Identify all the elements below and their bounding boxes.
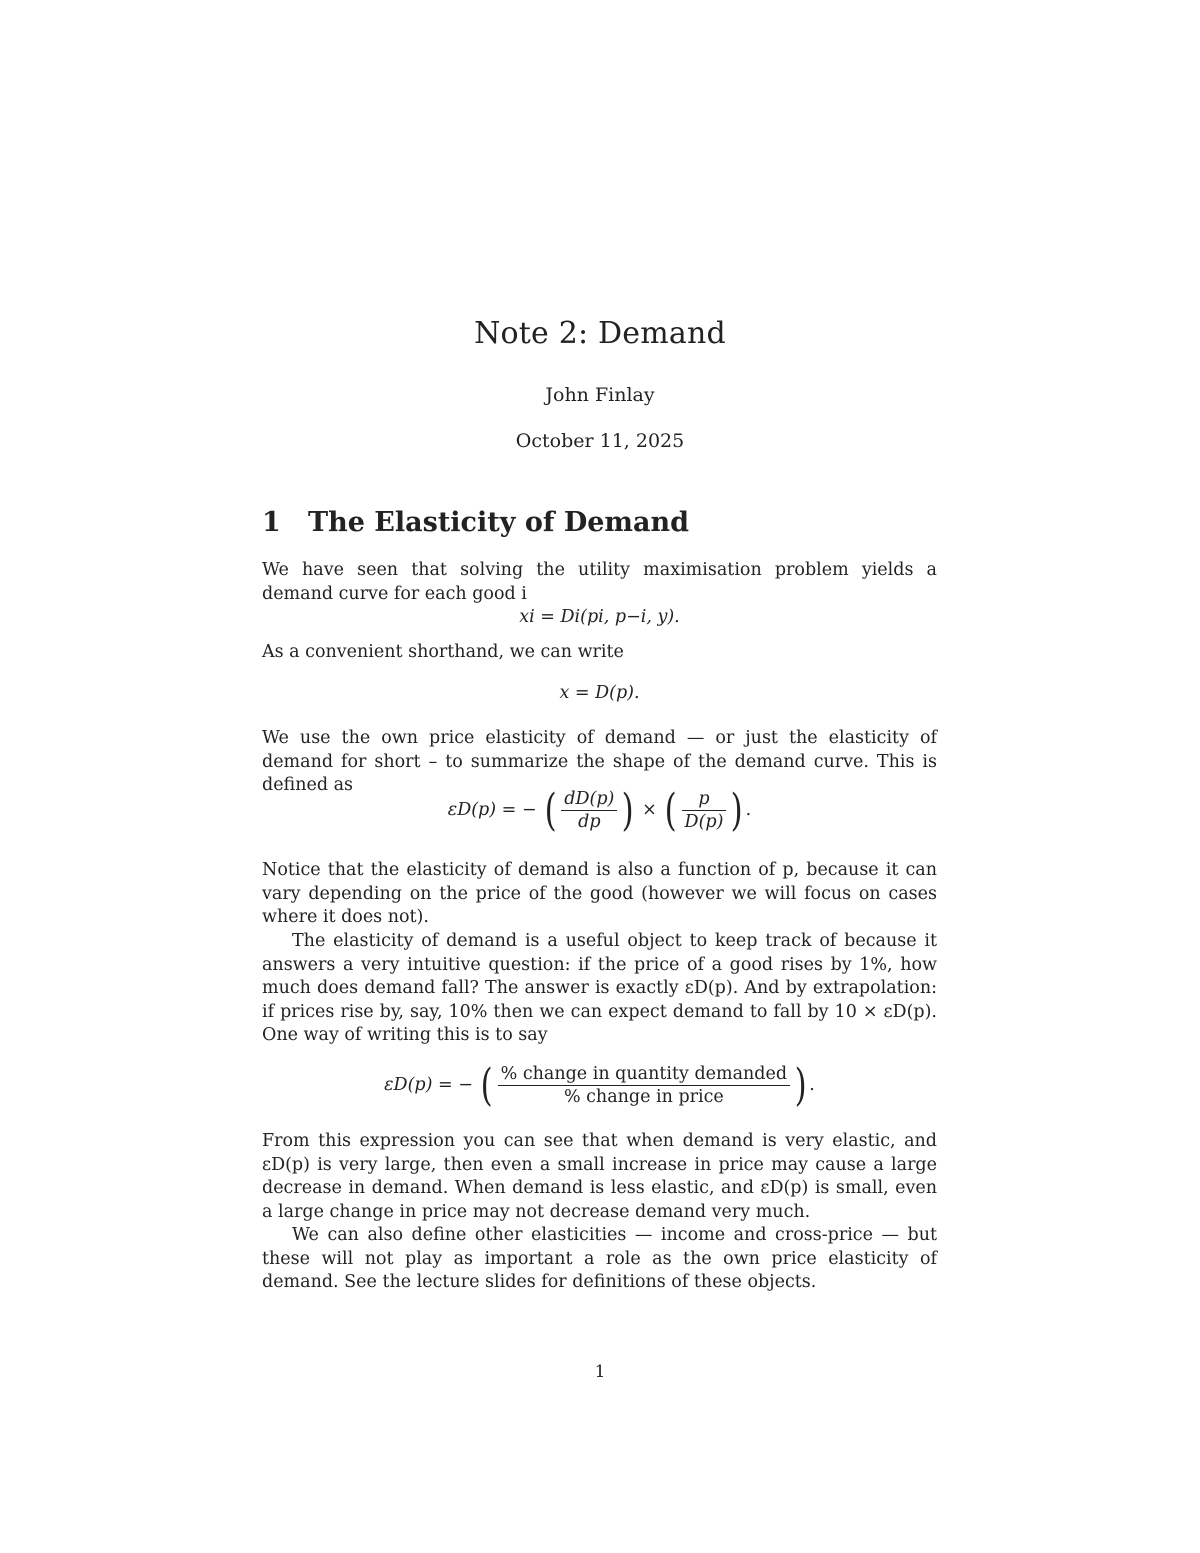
fraction-derivative bbox=[561, 788, 617, 833]
fraction-numerator: % change in quantity demanded bbox=[500, 1064, 788, 1084]
author: John Finlay bbox=[545, 384, 655, 406]
eq3-lhs: εD(p) = − bbox=[447, 800, 537, 820]
paragraph-2: As a convenient shorthand, we can write bbox=[262, 642, 624, 662]
section-title: The Elasticity of Demand bbox=[308, 507, 690, 538]
fraction-ratio bbox=[682, 788, 727, 833]
times-sign: × bbox=[642, 800, 657, 820]
paragraph-3: We use the own price elasticity of demand — or just the elasticity of demand for short – to summarize the shape of the demand curve. This is defined as bbox=[262, 728, 937, 795]
section-number: 1 bbox=[262, 507, 281, 538]
eq4-lhs: εD(p) = − bbox=[384, 1075, 473, 1095]
left-paren: ( bbox=[481, 1059, 494, 1111]
paragraph-7: We can also define other elasticities — income and cross-price — but these will not play as important a role as the own price elasticity of demand. See the lecture slides for definitions of these objects. bbox=[262, 1225, 937, 1292]
fraction-denominator: % change in price bbox=[563, 1087, 724, 1107]
right-paren: ) bbox=[731, 784, 744, 836]
fraction-denominator: D(p) bbox=[684, 812, 724, 832]
fraction-numerator: dD(p) bbox=[564, 789, 615, 809]
fraction-percent-change bbox=[498, 1063, 790, 1108]
equation-elasticity-definition: εD(p) = − ( $\frac{dD(p)}{dp}$ ) × ( $\frac{p}{D(p)}$ ) . bbox=[447, 784, 752, 836]
equation-shorthand: x = D(p). bbox=[559, 683, 640, 703]
page-title: Note 2: Demand bbox=[474, 316, 726, 351]
page-number: 1 bbox=[594, 1362, 606, 1382]
right-paren: ) bbox=[794, 1059, 807, 1111]
paragraph-5: The elasticity of demand is a useful object to keep track of because it answers a very intuitive question: if the price of a good rises by 1%, how much does demand fall? The answer is exactly εD(p). And by extrapolation: if prices rise by, say, 10% then we can expect demand to fall by 10 × εD(p). One way of writing this is to say bbox=[262, 931, 937, 1045]
fraction-denominator: dp bbox=[578, 812, 601, 832]
left-paren: ( bbox=[664, 784, 677, 836]
paragraph-6: From this expression you can see that when demand is very elastic, and εD(p) is very large, then even a small increase in price may cause a large decrease in demand. When demand is less elastic, and εD(p) is small, even a large change in price may not decrease demand very much. bbox=[262, 1131, 937, 1222]
paragraph-1: We have seen that solving the utility maximisation problem yields a demand curve for each good i bbox=[262, 560, 937, 604]
fraction-numerator: p bbox=[698, 789, 710, 809]
date: October 11, 2025 bbox=[515, 430, 685, 452]
section-heading bbox=[262, 507, 689, 538]
equation-demand-curve: xi = Di(pi, p−i, y). bbox=[519, 607, 680, 627]
equation-elasticity-percent: εD(p) = − ( $\frac{\text{\% change in quantity demanded}}{\text{\% change in price}}$ ) . bbox=[384, 1059, 815, 1111]
left-paren: ( bbox=[544, 784, 557, 836]
right-paren: ) bbox=[621, 784, 634, 836]
paragraph-4: Notice that the elasticity of demand is also a function of p, because it can vary depending on the price of the good (however we will focus on cases where it does not). bbox=[262, 860, 937, 927]
